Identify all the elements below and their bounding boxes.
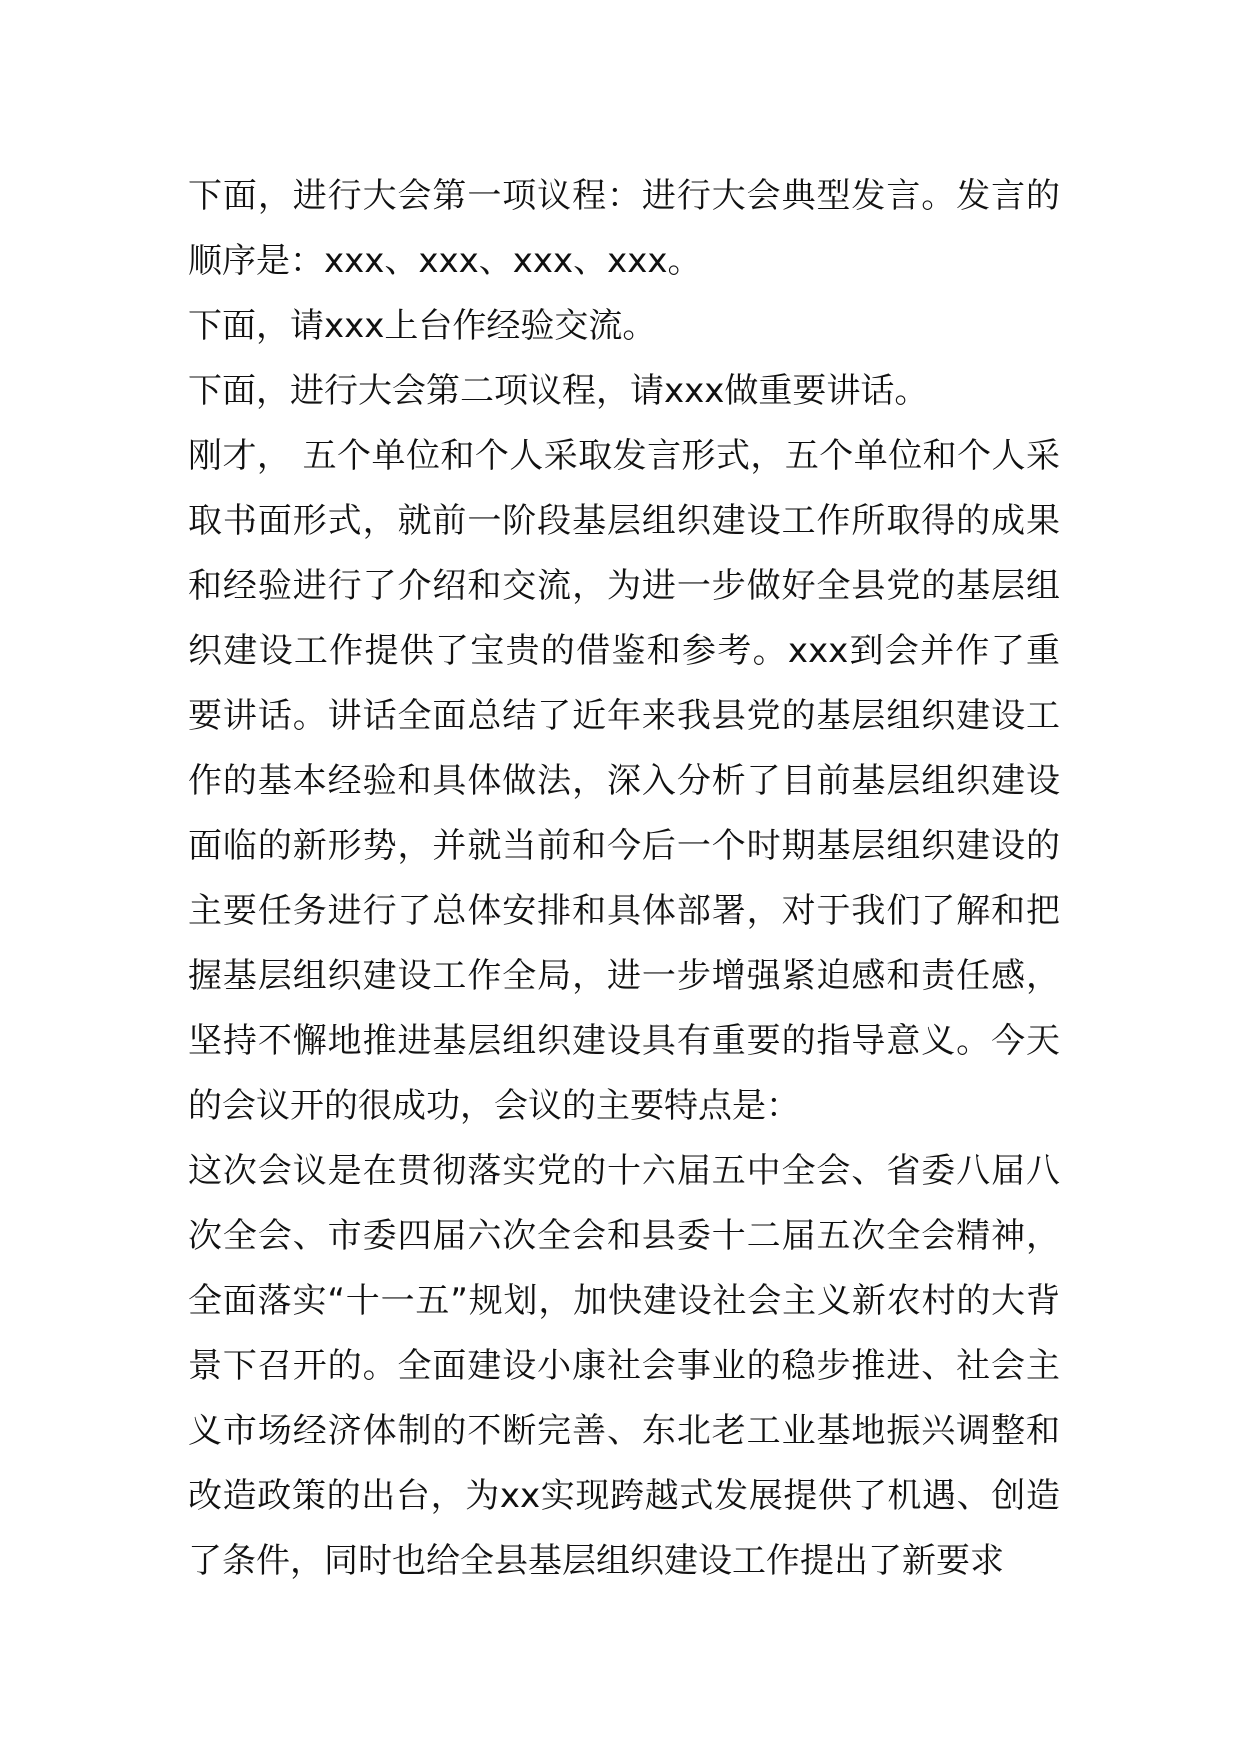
- paragraph-agenda-two: 下面，进行大会第二项议程，请xxx做重要讲话。: [188, 371, 929, 411]
- document-body: [188, 164, 1060, 1594]
- paragraph-summary: 刚才， 五个单位和个人采取发言形式，五个单位和个人采取书面形式，就前一阶段基层组织建设工作所取得的成果和经验进行了介绍和交流，为进一步做好全县党的基层组织建设工作提供了宝贵的借鉴和参考。xxx到会并作了重要讲话。讲话全面总结了近年来我县党的基层组织建设工作的基本经验和具体做法，深入分析了目前基层组织建设面临的新形势，并就当前和今后一个时期基层组织建设的主要任务进行了总体安排和具体部署，对于我们了解和把握基层组织建设工作全局，进一步增强紧迫感和责任感，坚持不懈地推进基层组织建设具有重要的指导意义。今天的会议开的很成功，会议的主要特点是：: [188, 436, 1060, 1126]
- paragraph-experience-exchange: 下面，请xxx上台作经验交流。: [188, 306, 657, 346]
- paragraph-agenda-one: 下面，进行大会第一项议程：进行大会典型发言。发言的顺序是：xxx、xxx、xxx、xxx。: [188, 176, 1060, 281]
- paragraph-background: 这次会议是在贯彻落实党的十六届五中全会、省委八届八次全会、市委四届六次全会和县委十二届五次全会精神，全面落实“十一五”规划，加快建设社会主义新农村的大背景下召开的。全面建设小康社会事业的稳步推进、社会主义市场经济体制的不断完善、东北老工业基地振兴调整和改造政策的出台，为xx实现跨越式发展提供了机遇、创造了条件，同时也给全县基层组织建设工作提出了新要求: [188, 1151, 1060, 1581]
